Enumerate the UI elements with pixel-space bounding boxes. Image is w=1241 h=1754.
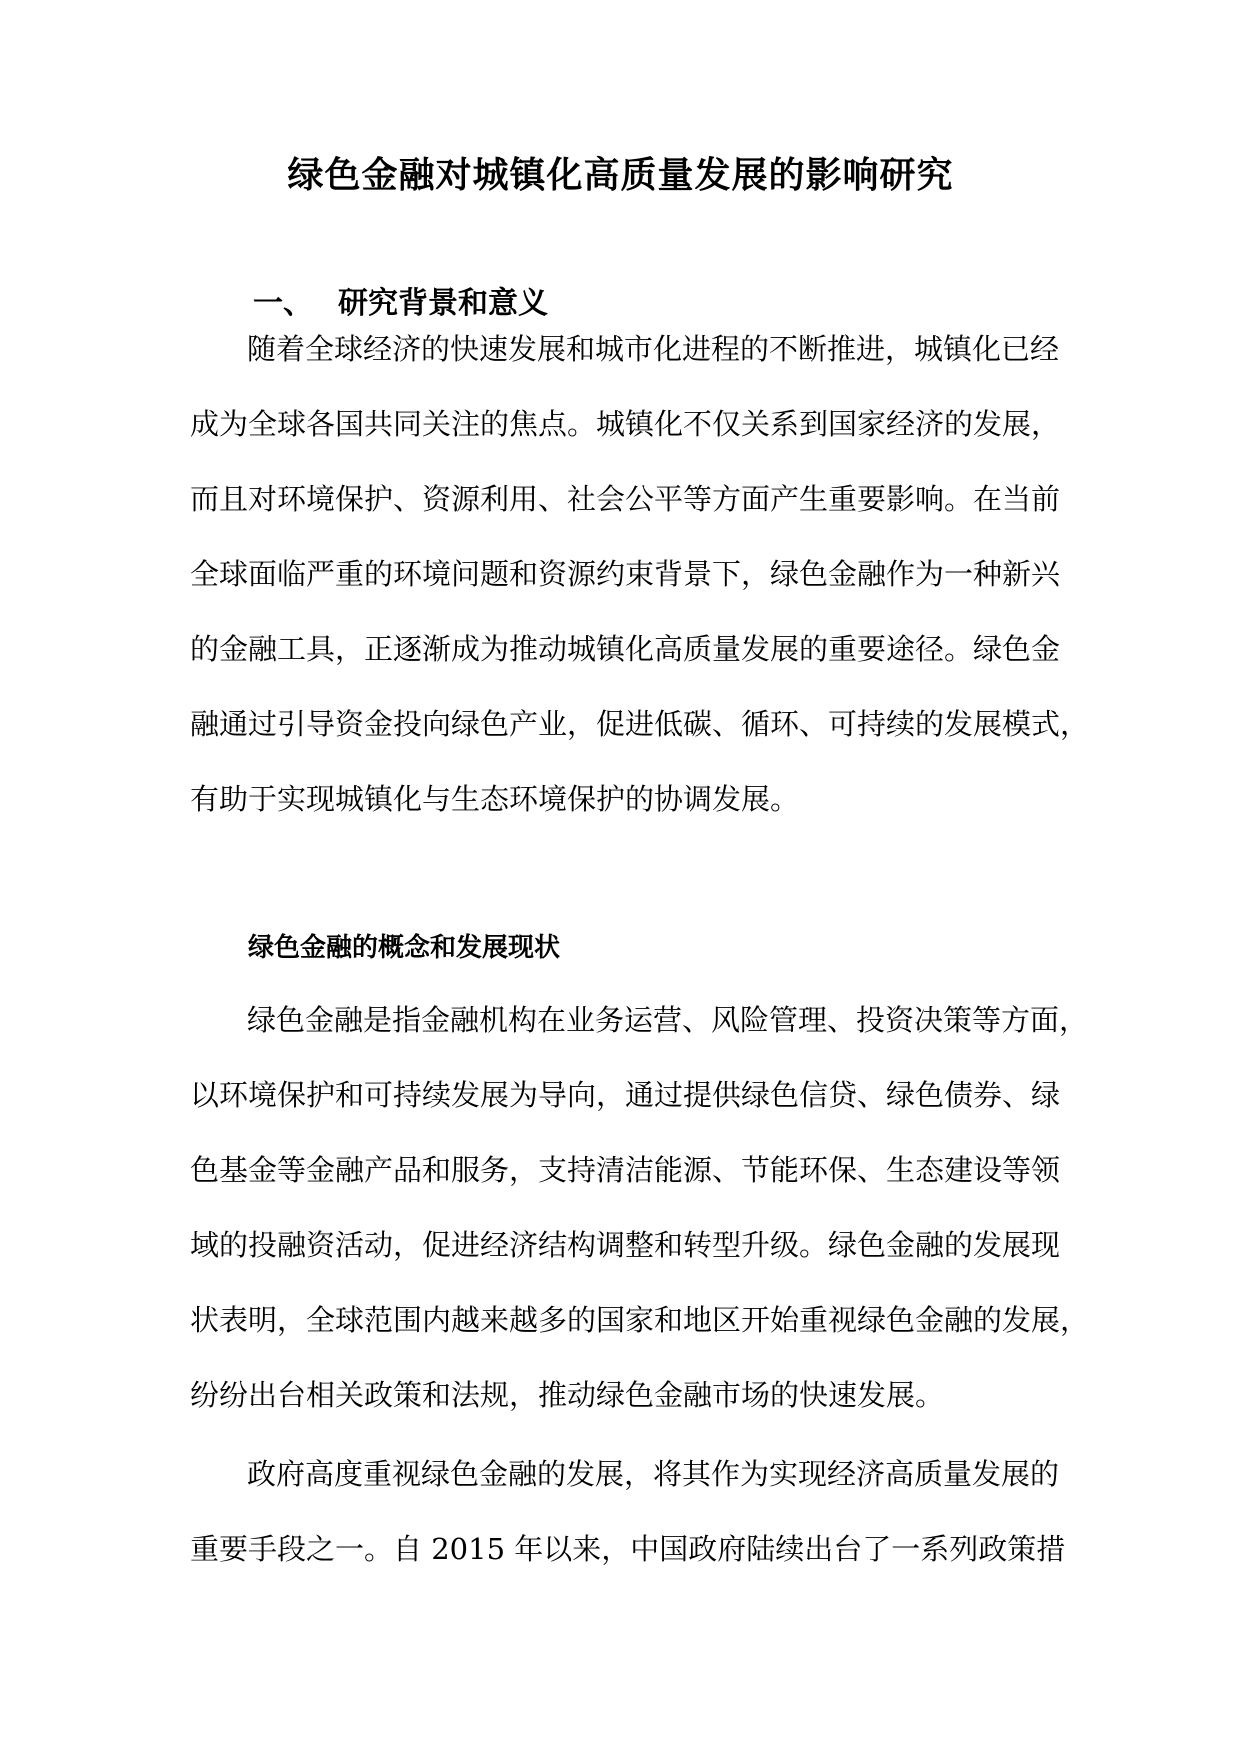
paragraph-concept xyxy=(190,983,1090,1433)
paragraph-line: 重要手段之一。自 2015 年以来，中国政府陆续出台了一系列政策措 xyxy=(190,1532,1066,1566)
paragraph-line: 有助于实现城镇化与生态环境保护的协调发展。 xyxy=(190,782,800,816)
paragraph-line: 成为全球各国共同关注的焦点。城镇化不仅关系到国家经济的发展， xyxy=(190,407,1061,441)
paragraph-line: 政府高度重视绿色金融的发展，将其作为实现经济高质量发展的 xyxy=(247,1457,1060,1491)
paragraph-line: 融通过引导资金投向绿色产业，促进低碳、循环、可持续的发展模式， xyxy=(190,707,1090,741)
paragraph-line: 全球面临严重的环境问题和资源约束背景下，绿色金融作为一种新兴 xyxy=(190,557,1061,591)
section-number: 一、 xyxy=(253,286,313,321)
document-title: 绿色金融对城镇化高质量发展的影响研究 xyxy=(287,154,954,196)
paragraph-line: 以环境保护和可持续发展为导向，通过提供绿色信贷、绿色债券、绿 xyxy=(190,1078,1061,1112)
section-title: 研究背景和意义 xyxy=(338,286,548,321)
paragraph-line: 随着全球经济的快速发展和城市化进程的不断推进，城镇化已经 xyxy=(247,332,1060,366)
paragraph-line: 的金融工具，正逐渐成为推动城镇化高质量发展的重要途径。绿色金 xyxy=(190,632,1061,666)
subsection-heading: 绿色金融的概念和发展现状 xyxy=(248,933,561,963)
paragraph-line: 纷纷出台相关政策和法规，推动绿色金融市场的快速发展。 xyxy=(190,1378,945,1412)
paragraph-line: 而且对环境保护、资源利用、社会公平等方面产生重要影响。在当前 xyxy=(190,482,1061,516)
paragraph-line: 色基金等金融产品和服务，支持清洁能源、节能环保、生态建设等领 xyxy=(190,1153,1061,1187)
paragraph-line: 绿色金融是指金融机构在业务运营、风险管理、投资决策等方面， xyxy=(247,1003,1089,1037)
paragraph-background xyxy=(190,312,1090,837)
paragraph-line: 域的投融资活动，促进经济结构调整和转型升级。绿色金融的发展现 xyxy=(190,1228,1061,1262)
paragraph-line: 状表明，全球范围内越来越多的国家和地区开始重视绿色金融的发展， xyxy=(190,1303,1090,1337)
paragraph-policy xyxy=(190,1437,1066,1587)
